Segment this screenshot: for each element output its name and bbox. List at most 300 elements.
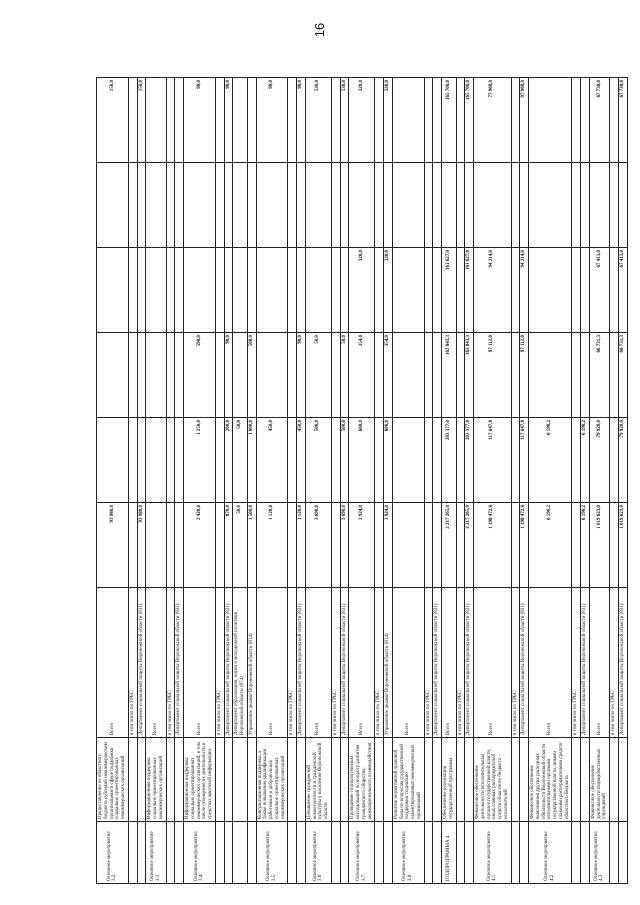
funding-source-cell: Департамент социальной защиты Воронежской области (831) — [433, 588, 442, 738]
amount-cell — [305, 163, 331, 248]
funding-source-cell: Управление делами Воронежской области (814) — [247, 588, 256, 738]
amount-cell — [610, 163, 619, 248]
amount-cell — [375, 78, 384, 163]
measure-title-cell: Информационная поддержка социально ориентированных некоммерческих организаций, в том числе освещение их деятельности в средствах массовой информации — [184, 738, 216, 822]
table-row — [137, 78, 146, 884]
amount-cell — [256, 333, 288, 418]
table-row — [581, 78, 590, 884]
table-row — [256, 78, 288, 884]
table-row — [375, 78, 384, 884]
amount-cell — [247, 78, 256, 163]
measure-code-cell — [233, 822, 248, 884]
amount-cell — [128, 333, 137, 418]
funding-source-cell: Всего — [184, 588, 216, 738]
amount-cell — [166, 78, 175, 163]
table-row — [572, 78, 581, 884]
measure-title-cell — [175, 738, 184, 822]
measure-code-cell — [331, 822, 340, 884]
amount-cell — [529, 78, 572, 163]
measure-title-cell — [433, 738, 442, 822]
amount-cell — [610, 418, 619, 503]
funding-source-cell: Департамент социальной защиты Воронежской области (831) — [175, 588, 184, 738]
amount-cell: 320,0 — [384, 78, 393, 163]
amount-cell — [331, 503, 340, 588]
measure-title-cell: Финансовое обеспечение деятельности подведомственных учреждений — [589, 738, 609, 822]
amount-cell: 1 500,0 — [247, 503, 256, 588]
funding-source-cell: Всего — [474, 588, 512, 738]
amount-cell — [97, 248, 129, 333]
funding-source-cell: Департамент социальной защиты Воронежской области (831) — [340, 588, 349, 738]
table-row — [392, 78, 424, 884]
amount-cell — [442, 163, 457, 248]
amount-cell — [456, 163, 465, 248]
amount-cell: 203 377,0 — [442, 418, 457, 503]
amount-cell — [375, 333, 384, 418]
table-row — [456, 78, 465, 884]
amount-cell — [331, 418, 340, 503]
measure-code-cell — [433, 822, 442, 884]
amount-cell — [224, 163, 233, 248]
measure-title-cell — [137, 738, 146, 822]
funding-source-cell: Всего — [442, 588, 457, 738]
amount-cell — [288, 248, 297, 333]
amount-cell: 67 738,0 — [618, 78, 627, 163]
amount-cell — [166, 163, 175, 248]
amount-cell — [215, 503, 224, 588]
funding-source-cell: в том числе по ГРБС: — [331, 588, 340, 738]
amount-cell: 3 924,0 — [349, 503, 375, 588]
amount-cell: 163 843,3 — [465, 333, 474, 418]
table-row — [175, 78, 184, 884]
amount-cell: 94 214,0 — [474, 248, 512, 333]
funding-source-cell: Всего — [529, 588, 572, 738]
amount-cell — [392, 78, 424, 163]
funding-source-cell: в том числе по ГРБС: — [610, 588, 619, 738]
amount-cell — [572, 248, 581, 333]
measure-code-cell: Основное мероприятие 3.7 — [349, 822, 375, 884]
amount-cell: 1 019 623,0 — [589, 503, 609, 588]
amount-cell: 3 924,0 — [384, 503, 393, 588]
amount-cell — [610, 333, 619, 418]
measure-code-cell: Основное мероприятие 3.4 — [184, 822, 216, 884]
amount-cell — [166, 503, 175, 588]
funding-source-cell: Департамент социальной защиты Воронежской области (831) — [618, 588, 627, 738]
funding-source-cell: Всего — [256, 588, 288, 738]
amount-cell — [137, 333, 146, 418]
amount-cell — [424, 163, 433, 248]
amount-cell: 6 190,2 — [581, 418, 590, 503]
amount-cell — [288, 78, 297, 163]
amount-cell — [233, 333, 248, 418]
amount-cell — [288, 333, 297, 418]
amount-cell — [256, 248, 288, 333]
measure-code-cell: Основное мероприятие 3.8 — [392, 822, 424, 884]
amount-cell: 450,0 — [256, 418, 288, 503]
measure-code-cell — [297, 822, 306, 884]
amount-cell — [511, 78, 520, 163]
amount-cell — [424, 503, 433, 588]
amount-cell: 354,0 — [349, 333, 375, 418]
amount-cell — [456, 248, 465, 333]
amount-cell — [166, 418, 175, 503]
amount-cell — [215, 418, 224, 503]
amount-cell — [128, 78, 137, 163]
amount-cell: 320,0 — [384, 248, 393, 333]
funding-source-cell: в том числе по ГРБС: — [375, 588, 384, 738]
amount-cell: 77 968,0 — [474, 78, 512, 163]
amount-cell — [392, 163, 424, 248]
amount-cell — [233, 78, 248, 163]
measure-code-cell — [215, 822, 224, 884]
amount-cell — [297, 163, 306, 248]
amount-cell — [146, 78, 166, 163]
funding-source-cell: Департамент социальной защиты Воронежской области (831) — [465, 588, 474, 738]
amount-cell — [433, 163, 442, 248]
funding-source-cell: в том числе по ГРБС: — [288, 588, 297, 738]
amount-cell — [424, 248, 433, 333]
amount-cell: 165 706,0 — [465, 78, 474, 163]
amount-cell: 93 980,0 — [97, 503, 129, 588]
measure-code-cell: Основное мероприятие 3.6 — [305, 822, 331, 884]
funding-source-cell: Департамент социальной защиты Воронежской области (831) — [581, 588, 590, 738]
measure-code-cell — [424, 822, 433, 884]
amount-cell — [392, 248, 424, 333]
amount-cell: 3 690,0 — [340, 503, 349, 588]
amount-cell — [146, 333, 166, 418]
amount-cell — [529, 333, 572, 418]
amount-cell: 6 190,2 — [529, 503, 572, 588]
table-row — [474, 78, 512, 884]
measure-code-cell: Основное мероприятие 4.2 — [529, 822, 572, 884]
amount-cell: 2 217 265,0 — [465, 503, 474, 588]
amount-cell — [433, 418, 442, 503]
amount-cell — [424, 418, 433, 503]
amount-cell: 97 112,0 — [474, 333, 512, 418]
amount-cell — [392, 503, 424, 588]
amount-cell: 530,0 — [340, 78, 349, 163]
funding-source-cell: Всего — [97, 588, 129, 738]
amount-cell: 600,0 — [349, 418, 375, 503]
funding-source-cell: Всего — [305, 588, 331, 738]
measure-code-cell — [384, 822, 393, 884]
amount-cell — [520, 163, 529, 248]
amount-cell — [581, 248, 590, 333]
funding-source-cell: Всего — [392, 588, 424, 738]
measure-title-cell: Финансовое обеспечение выполнения других расходных обязательств Воронежской области исполнительными органами государственной власти, иными главными распорядителями средств областного бюджета — [529, 738, 572, 822]
amount-cell: 6 190,2 — [529, 418, 572, 503]
table-row — [215, 78, 224, 884]
funding-source-cell: в том числе по ГРБС: — [215, 588, 224, 738]
table-row — [589, 78, 609, 884]
funding-source-cell: Департамент социальной защиты Воронежской области (831) — [137, 588, 146, 738]
amount-cell: 500,0 — [305, 418, 331, 503]
funding-source-cell: в том числе по ГРБС: — [424, 588, 433, 738]
amount-cell: 90,0 — [297, 333, 306, 418]
amount-cell: 1 019 623,0 — [618, 503, 627, 588]
amount-cell: 66 731,3 — [618, 333, 627, 418]
table-row — [184, 78, 216, 884]
measure-code-cell — [340, 822, 349, 884]
amount-cell — [433, 248, 442, 333]
amount-cell — [456, 503, 465, 588]
funding-source-cell: Всего — [349, 588, 375, 738]
measure-code-cell — [511, 822, 520, 884]
amount-cell: 870,0 — [224, 503, 233, 588]
amount-cell — [175, 503, 184, 588]
amount-cell — [215, 333, 224, 418]
amount-cell — [384, 163, 393, 248]
amount-cell — [288, 503, 297, 588]
measure-title-cell — [224, 738, 233, 822]
funding-source-cell: в том числе по ГРБС: — [128, 588, 137, 738]
amount-cell — [474, 163, 512, 248]
amount-cell: 79 920,0 — [589, 418, 609, 503]
amount-cell: 600,0 — [384, 418, 393, 503]
amount-cell — [175, 163, 184, 248]
table-row — [465, 78, 474, 884]
amount-cell — [465, 163, 474, 248]
measure-code-cell — [128, 822, 137, 884]
rotated-table-frame — [96, 78, 625, 884]
amount-cell: 200,0 — [224, 418, 233, 503]
amount-cell — [175, 418, 184, 503]
amount-cell — [511, 333, 520, 418]
amount-cell — [137, 163, 146, 248]
amount-cell — [146, 418, 166, 503]
amount-cell — [175, 78, 184, 163]
amount-cell — [256, 163, 288, 248]
amount-cell — [146, 248, 166, 333]
measure-code-cell — [175, 822, 184, 884]
funding-source-cell: Департамент социальной защиты Воронежской области (831) — [224, 588, 233, 738]
amount-cell: 94 214,0 — [520, 248, 529, 333]
budget-table — [96, 77, 628, 884]
amount-cell — [375, 503, 384, 588]
amount-cell — [392, 418, 424, 503]
measure-title-cell — [581, 738, 590, 822]
amount-cell: 150,0 — [97, 78, 129, 163]
amount-cell: 1 120,0 — [256, 503, 288, 588]
measure-title-cell: Информационная поддержка социально ориентированных некоммерческих организаций — [146, 738, 166, 822]
amount-cell — [247, 163, 256, 248]
amount-cell — [331, 248, 340, 333]
amount-cell: 320,0 — [349, 248, 375, 333]
amount-cell: 2 217 265,0 — [442, 503, 457, 588]
measure-title-cell — [128, 738, 137, 822]
measure-code-cell — [610, 822, 619, 884]
measure-code-cell — [247, 822, 256, 884]
table-row — [128, 78, 137, 884]
amount-cell: 90,0 — [224, 333, 233, 418]
amount-cell — [184, 248, 216, 333]
table-row — [511, 78, 520, 884]
measure-title-cell — [340, 738, 349, 822]
amount-cell: 1 198 472,8 — [474, 503, 512, 588]
measure-code-cell — [224, 822, 233, 884]
amount-cell — [331, 333, 340, 418]
amount-cell: 117 647,8 — [474, 418, 512, 503]
amount-cell: 450,0 — [297, 418, 306, 503]
measure-title-cell — [166, 738, 175, 822]
measure-title-cell: Проведение социологических исследований по вопросу развития гражданского общества, межнационального взаимодействия — [349, 738, 375, 822]
amount-cell — [97, 418, 129, 503]
table-row — [424, 78, 433, 884]
amount-cell — [128, 418, 137, 503]
amount-cell — [529, 163, 572, 248]
amount-cell — [166, 248, 175, 333]
measure-title-cell: Повышение гражданской компетентности и гражданской культуры у населения Воронежской области — [305, 738, 331, 822]
amount-cell — [166, 333, 175, 418]
amount-cell — [184, 163, 216, 248]
measure-code-cell — [520, 822, 529, 884]
amount-cell: 50,0 — [305, 333, 331, 418]
funding-source-cell: Всего — [146, 588, 166, 738]
amount-cell: 6 190,2 — [581, 503, 590, 588]
table-row — [349, 78, 375, 884]
amount-cell: 90,0 — [224, 78, 233, 163]
measure-code-cell — [581, 822, 590, 884]
measure-title-cell — [331, 738, 340, 822]
funding-source-cell: Управление делами Воронежской области (814) — [384, 588, 393, 738]
table-row — [247, 78, 256, 884]
amount-cell: 1 250,0 — [184, 418, 216, 503]
amount-cell: 163 843,3 — [442, 333, 457, 418]
amount-cell — [572, 78, 581, 163]
table-row — [442, 78, 457, 884]
amount-cell: 1 120,0 — [297, 503, 306, 588]
measure-title-cell — [456, 738, 465, 822]
amount-cell — [247, 248, 256, 333]
amount-cell: 90,0 — [184, 78, 216, 163]
table-row — [384, 78, 393, 884]
amount-cell: 150,0 — [137, 78, 146, 163]
amount-cell — [146, 163, 166, 248]
measure-title-cell — [233, 738, 248, 822]
amount-cell — [581, 333, 590, 418]
amount-cell: 93 980,0 — [137, 503, 146, 588]
measure-code-cell: Основное мероприятие 4.1 — [474, 822, 512, 884]
amount-cell — [146, 503, 166, 588]
amount-cell — [349, 163, 375, 248]
amount-cell: 67 738,0 — [589, 78, 609, 163]
table-row — [520, 78, 529, 884]
amount-cell: 161 627,0 — [465, 248, 474, 333]
amount-cell — [375, 163, 384, 248]
table-row — [529, 78, 572, 884]
amount-cell: 320,0 — [349, 78, 375, 163]
funding-source-cell: в том числе по ГРБС: — [456, 588, 465, 738]
amount-cell — [511, 503, 520, 588]
amount-cell — [529, 248, 572, 333]
amount-cell — [589, 163, 609, 248]
amount-cell — [340, 163, 349, 248]
amount-cell: 203 377,0 — [465, 418, 474, 503]
amount-cell — [424, 78, 433, 163]
amount-cell — [456, 418, 465, 503]
amount-cell — [581, 163, 590, 248]
table-row — [340, 78, 349, 884]
amount-cell — [305, 248, 331, 333]
amount-cell — [340, 248, 349, 333]
page-number: 16 — [312, 22, 327, 38]
measure-title-cell: Предоставление из областного бюджета субсидий некоммерческим организациям в сфере поддержки социально ориентированных некоммерческих организаций — [97, 738, 129, 822]
measure-code-cell: Основное мероприятие 3.3 — [146, 822, 166, 884]
table-row — [331, 78, 340, 884]
amount-cell: 500,0 — [340, 418, 349, 503]
amount-cell — [233, 163, 248, 248]
table-row — [433, 78, 442, 884]
measure-code-cell: Основное мероприятие 3.5 — [256, 822, 288, 884]
budget-table-body — [97, 78, 628, 884]
amount-cell — [572, 333, 581, 418]
amount-cell — [572, 503, 581, 588]
table-row — [97, 78, 129, 884]
measure-title-cell — [424, 738, 433, 822]
amount-cell — [288, 418, 297, 503]
amount-cell — [215, 78, 224, 163]
funding-source-cell: в том числе по ГРБС: — [511, 588, 520, 738]
amount-cell: 1 198 472,8 — [520, 503, 529, 588]
amount-cell — [97, 333, 129, 418]
funding-source-cell: Всего — [589, 588, 609, 738]
measure-title-cell — [610, 738, 619, 822]
funding-source-cell: Департамент образования, науки и молодежной политики Воронежской области (874) — [233, 588, 248, 738]
amount-cell — [215, 248, 224, 333]
measure-code-cell — [465, 822, 474, 884]
amount-cell: 97 968,0 — [520, 78, 529, 163]
measure-code-cell: ПОДПРОГРАММА 4 — [442, 822, 457, 884]
amount-cell: 90,0 — [256, 78, 288, 163]
measure-title-cell — [215, 738, 224, 822]
measure-code-cell: Основное мероприятие 3.2 — [97, 822, 129, 884]
funding-source-cell: в том числе по ГРБС: — [166, 588, 175, 738]
measure-title-cell: Развитие нормативной правовой базы по вопросам государственной поддержки социально ориентированных некоммерческих организаций — [392, 738, 424, 822]
amount-cell: 2 420,0 — [184, 503, 216, 588]
measure-title-cell: Консультационная поддержка, а также повышение квалификации работников и добровольцев социально ориентированных некоммерческих организаций — [256, 738, 288, 822]
amount-cell — [433, 78, 442, 163]
measure-code-cell — [288, 822, 297, 884]
amount-cell — [128, 248, 137, 333]
amount-cell: 117 647,8 — [520, 418, 529, 503]
amount-cell — [224, 248, 233, 333]
amount-cell — [433, 333, 442, 418]
measure-title-cell — [384, 738, 393, 822]
rotated-table-container — [96, 78, 625, 884]
amount-cell: 590,0 — [184, 333, 216, 418]
amount-cell: 79 920,0 — [618, 418, 627, 503]
measure-code-cell — [375, 822, 384, 884]
amount-cell — [331, 78, 340, 163]
amount-cell — [175, 333, 184, 418]
amount-cell — [511, 248, 520, 333]
funding-source-cell: Департамент социальной защиты Воронежской области (831) — [520, 588, 529, 738]
amount-cell — [511, 163, 520, 248]
amount-cell: 90,0 — [297, 78, 306, 163]
amount-cell: 3 690,0 — [305, 503, 331, 588]
funding-source-cell: в том числе по ГРБС: — [572, 588, 581, 738]
measure-code-cell — [572, 822, 581, 884]
amount-cell — [581, 78, 590, 163]
amount-cell — [137, 248, 146, 333]
amount-cell — [233, 248, 248, 333]
amount-cell: 50,0 — [233, 418, 248, 503]
amount-cell — [97, 163, 129, 248]
amount-cell: 50,0 — [233, 503, 248, 588]
amount-cell — [375, 248, 384, 333]
amount-cell — [424, 333, 433, 418]
table-row — [288, 78, 297, 884]
amount-cell: 161 627,0 — [442, 248, 457, 333]
